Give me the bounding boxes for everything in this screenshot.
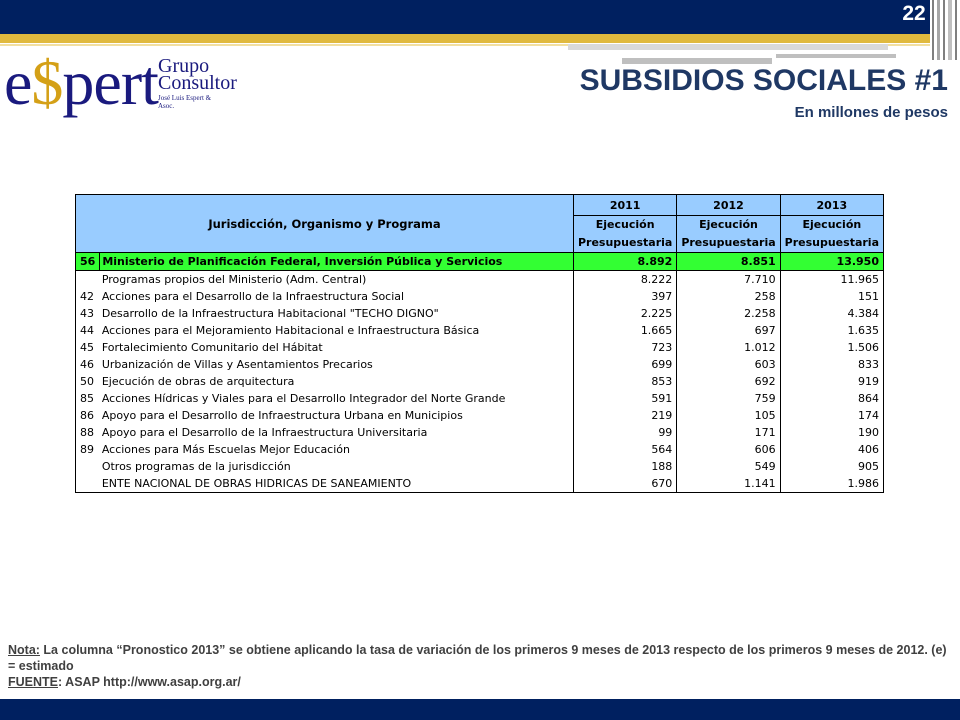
table-row <box>76 424 884 441</box>
value-2011: 8.222 <box>573 271 676 289</box>
value-2012: 606 <box>677 441 780 458</box>
table-row <box>76 339 884 356</box>
value-2013: 905 <box>780 458 883 475</box>
value-2012: 171 <box>677 424 780 441</box>
table-row <box>76 271 884 289</box>
row-label: Desarrollo de la Infraestructura Habitacional "TECHO DIGNO" <box>101 307 439 320</box>
page-number: 22 <box>902 2 926 25</box>
row-label: ENTE NACIONAL DE OBRAS HIDRICAS DE SANEAMIENTO <box>100 475 574 493</box>
header-year: 2011 <box>573 195 676 216</box>
value-2012: 2.258 <box>677 305 780 322</box>
row-code <box>76 271 100 289</box>
source-label: FUENTE <box>8 675 58 689</box>
row-label: Ministerio de Planificación Federal, Inversión Pública y Servicios <box>100 253 574 271</box>
row-code <box>76 458 100 475</box>
value-2013: 833 <box>780 356 883 373</box>
value-2011: 564 <box>573 441 676 458</box>
value-2011: 397 <box>573 288 676 305</box>
value-2013: 406 <box>780 441 883 458</box>
value-2012: 7.710 <box>677 271 780 289</box>
note-text: La columna “Pronostico 2013” se obtiene aplicando la tasa de variación de los primeros 9 meses de 2013 respecto de los primeros 9 meses de 2012. (e) = estimado <box>8 643 947 673</box>
value-2012: 258 <box>677 288 780 305</box>
value-2013: 13.950 <box>780 253 883 271</box>
row-code: 45 <box>76 339 100 356</box>
row-label: Apoyo para el Desarrollo de la Infraestructura Universitaria <box>101 426 428 439</box>
header-year: 2012 <box>677 195 780 216</box>
bottom-banner <box>0 699 960 720</box>
value-2013: 864 <box>780 390 883 407</box>
value-2011: 699 <box>573 356 676 373</box>
row-code: 89 <box>76 441 100 458</box>
logo-wordmark: e$pert <box>4 47 158 118</box>
value-2012: 692 <box>677 373 780 390</box>
value-2012: 1.012 <box>677 339 780 356</box>
value-2013: 1.506 <box>780 339 883 356</box>
header-ejecucion: Ejecución Presupuestaria <box>780 216 883 253</box>
value-2013: 151 <box>780 288 883 305</box>
row-code: 86 <box>76 407 100 424</box>
table-row <box>76 322 884 339</box>
value-2012: 759 <box>677 390 780 407</box>
logo-grupo: Grupo Consultor <box>158 55 237 94</box>
table-row <box>76 441 884 458</box>
value-2012: 8.851 <box>677 253 780 271</box>
value-2011: 723 <box>573 339 676 356</box>
subsidies-table <box>75 194 884 493</box>
row-label: Acciones para el Desarrollo de la Infraestructura Social <box>101 290 405 303</box>
row-code: 56 <box>76 253 100 271</box>
row-code: 46 <box>76 356 100 373</box>
row-code: 44 <box>76 322 100 339</box>
row-label: Acciones para Más Escuelas Mejor Educación <box>101 443 350 456</box>
value-2011: 188 <box>573 458 676 475</box>
value-2012: 105 <box>677 407 780 424</box>
header-ejecucion: Ejecución Presupuestaria <box>573 216 676 253</box>
logo-subtitle: José Luis Espert & Asoc. <box>158 94 212 110</box>
value-2011: 99 <box>573 424 676 441</box>
value-2011: 853 <box>573 373 676 390</box>
header-year: 2013 <box>780 195 883 216</box>
value-2011: 8.892 <box>573 253 676 271</box>
value-2011: 1.665 <box>573 322 676 339</box>
row-label: Programas propios del Ministerio (Adm. Central) <box>101 273 367 286</box>
note-label: Nota: <box>8 643 40 657</box>
row-code: 43 <box>76 305 100 322</box>
table-row <box>76 305 884 322</box>
value-2013: 4.384 <box>780 305 883 322</box>
value-2011: 670 <box>573 475 676 493</box>
value-2013: 1.986 <box>780 475 883 493</box>
table-row <box>76 390 884 407</box>
table-row <box>76 253 884 271</box>
header-program: Jurisdicción, Organismo y Programa <box>76 195 574 253</box>
header-ejecucion: Ejecución Presupuestaria <box>677 216 780 253</box>
value-2013: 1.635 <box>780 322 883 339</box>
value-2012: 1.141 <box>677 475 780 493</box>
top-banner <box>0 0 960 34</box>
value-2012: 697 <box>677 322 780 339</box>
table-row <box>76 407 884 424</box>
table-row <box>76 356 884 373</box>
row-label: Apoyo para el Desarrollo de Infraestructura Urbana en Municipios <box>101 409 463 422</box>
slide-title: SUBSIDIOS SOCIALES #1 <box>579 64 948 97</box>
value-2013: 190 <box>780 424 883 441</box>
gold-divider <box>0 34 930 43</box>
row-label: Ejecución de obras de arquitectura <box>101 375 295 388</box>
row-code: 88 <box>76 424 100 441</box>
table-row <box>76 458 884 475</box>
table-row <box>76 475 884 493</box>
value-2012: 549 <box>677 458 780 475</box>
table-row <box>76 373 884 390</box>
slide-subtitle: En millones de pesos <box>794 104 948 121</box>
row-code: 50 <box>76 373 100 390</box>
value-2013: 11.965 <box>780 271 883 289</box>
source-text: : ASAP http://www.asap.org.ar/ <box>58 675 241 689</box>
row-label: Fortalecimiento Comunitario del Hábitat <box>101 341 323 354</box>
decor-strip <box>776 54 896 58</box>
row-code <box>76 475 100 493</box>
value-2011: 219 <box>573 407 676 424</box>
row-label: Urbanización de Villas y Asentamientos Precarios <box>101 358 373 371</box>
decor-strip <box>568 44 888 50</box>
row-code: 85 <box>76 390 100 407</box>
value-2013: 174 <box>780 407 883 424</box>
value-2011: 2.225 <box>573 305 676 322</box>
table-row <box>76 288 884 305</box>
value-2012: 603 <box>677 356 780 373</box>
row-label: Acciones para el Mejoramiento Habitacional e Infraestructura Básica <box>101 324 480 337</box>
value-2013: 919 <box>780 373 883 390</box>
value-2011: 591 <box>573 390 676 407</box>
row-label: Otros programas de la jurisdicción <box>101 460 291 473</box>
table-body <box>76 253 884 493</box>
footnote <box>8 642 948 690</box>
row-code: 42 <box>76 288 100 305</box>
espert-logo <box>4 47 237 120</box>
row-label: Acciones Hídricas y Viales para el Desarrollo Integrador del Norte Grande <box>101 392 506 405</box>
